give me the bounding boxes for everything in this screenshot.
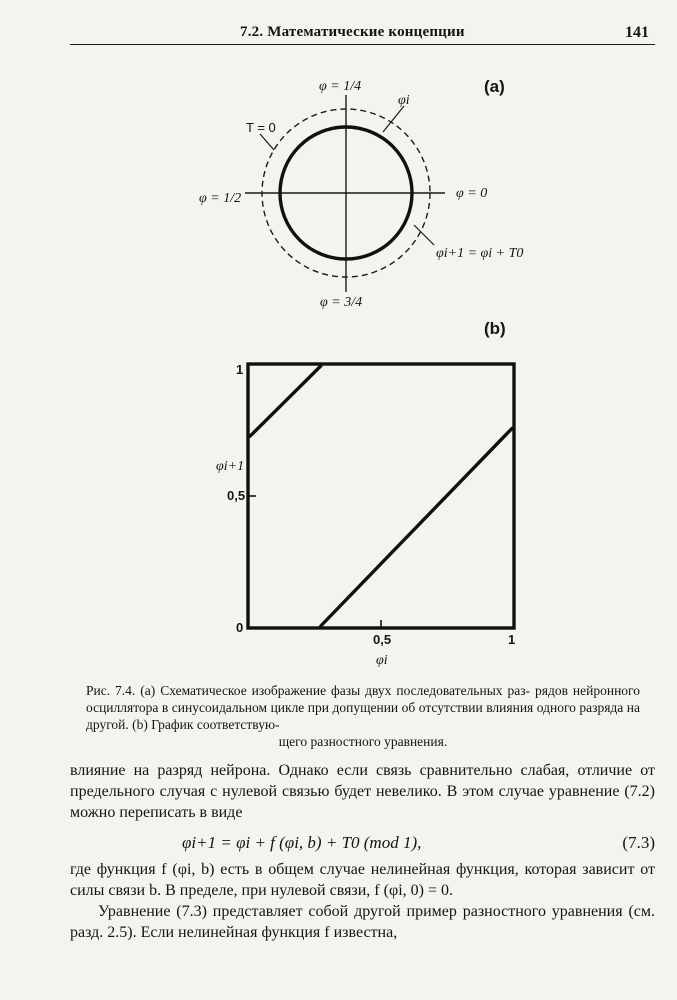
page-number: 141 bbox=[625, 24, 649, 41]
caption-line-4: щего разностного уравнения. bbox=[278, 734, 448, 749]
y-tick-half: 0,5 bbox=[227, 488, 246, 503]
phi-quarter-label: φ = 1/4 bbox=[319, 79, 362, 94]
phi-three-quarter-label: φ = 3/4 bbox=[320, 295, 363, 310]
x-tick-1: 1 bbox=[508, 632, 516, 647]
series-line-upper bbox=[250, 366, 321, 436]
y-tick-1: 1 bbox=[236, 362, 244, 377]
equation-formula: φi+1 = φi + f (φi, b) + T0 (mod 1), bbox=[182, 833, 422, 852]
panel-b-return-map bbox=[216, 319, 515, 668]
panel-b-label: (b) bbox=[484, 319, 506, 338]
paragraph-1: влияние на разряд нейрона. Однако если связь сравнительно слабая, отличие от предельного случая с нулевой связью будет невелико. В этом случае уравнение (7.2) можно переписать в виде bbox=[70, 762, 655, 821]
y-axis-label: φi+1 bbox=[216, 459, 245, 474]
figure-caption bbox=[86, 682, 640, 750]
phase-map-label: φi+1 = φi + T0 bbox=[436, 246, 524, 261]
phi-zero-label: φ = 0 bbox=[456, 186, 488, 201]
curve-leader-line bbox=[383, 106, 404, 132]
y-tick-0: 0 bbox=[236, 620, 244, 635]
equation-number: (7.3) bbox=[622, 833, 655, 852]
map-leader-line bbox=[414, 225, 434, 245]
panel-a-label: (a) bbox=[484, 77, 505, 96]
x-tick-half: 0,5 bbox=[373, 632, 392, 647]
caption-line-2: рядов нейронного осциллятора в синусоидальном цикле при допущении bbox=[86, 683, 640, 715]
t-zero-label: T = 0 bbox=[246, 120, 276, 135]
dash-leader-line bbox=[260, 134, 274, 150]
paragraph-2: где функция f (φi, b) есть в общем случае нелинейная функция, которая зависит от силы связи b. В пределе, при нулевой связи, f (φi, 0) = 0. bbox=[70, 861, 655, 899]
series-line-lower bbox=[321, 428, 512, 626]
plot-frame bbox=[248, 364, 514, 628]
caption-line-3: об отсутствии влияния одного разряда на другой. (b) График соответствую- bbox=[86, 700, 640, 732]
plot-series bbox=[250, 366, 512, 626]
header-title: 7.2. Математические концепции bbox=[240, 24, 465, 40]
paragraph-3: Уравнение (7.3) представляет собой другой пример разностного уравнения (см. разд. 2.5). Если нелинейная функция f известна, bbox=[70, 903, 655, 941]
panel-a-phase-circle bbox=[199, 77, 523, 310]
body-text bbox=[70, 760, 655, 943]
equation-7-3 bbox=[70, 827, 655, 857]
phi-i-label: φi bbox=[398, 93, 410, 108]
x-axis-label: φi bbox=[376, 653, 388, 668]
phi-half-label: φ = 1/2 bbox=[199, 191, 242, 206]
caption-line-1: Рис. 7.4. (а) Схематическое изображение фазы двух последовательных раз- bbox=[86, 683, 531, 698]
